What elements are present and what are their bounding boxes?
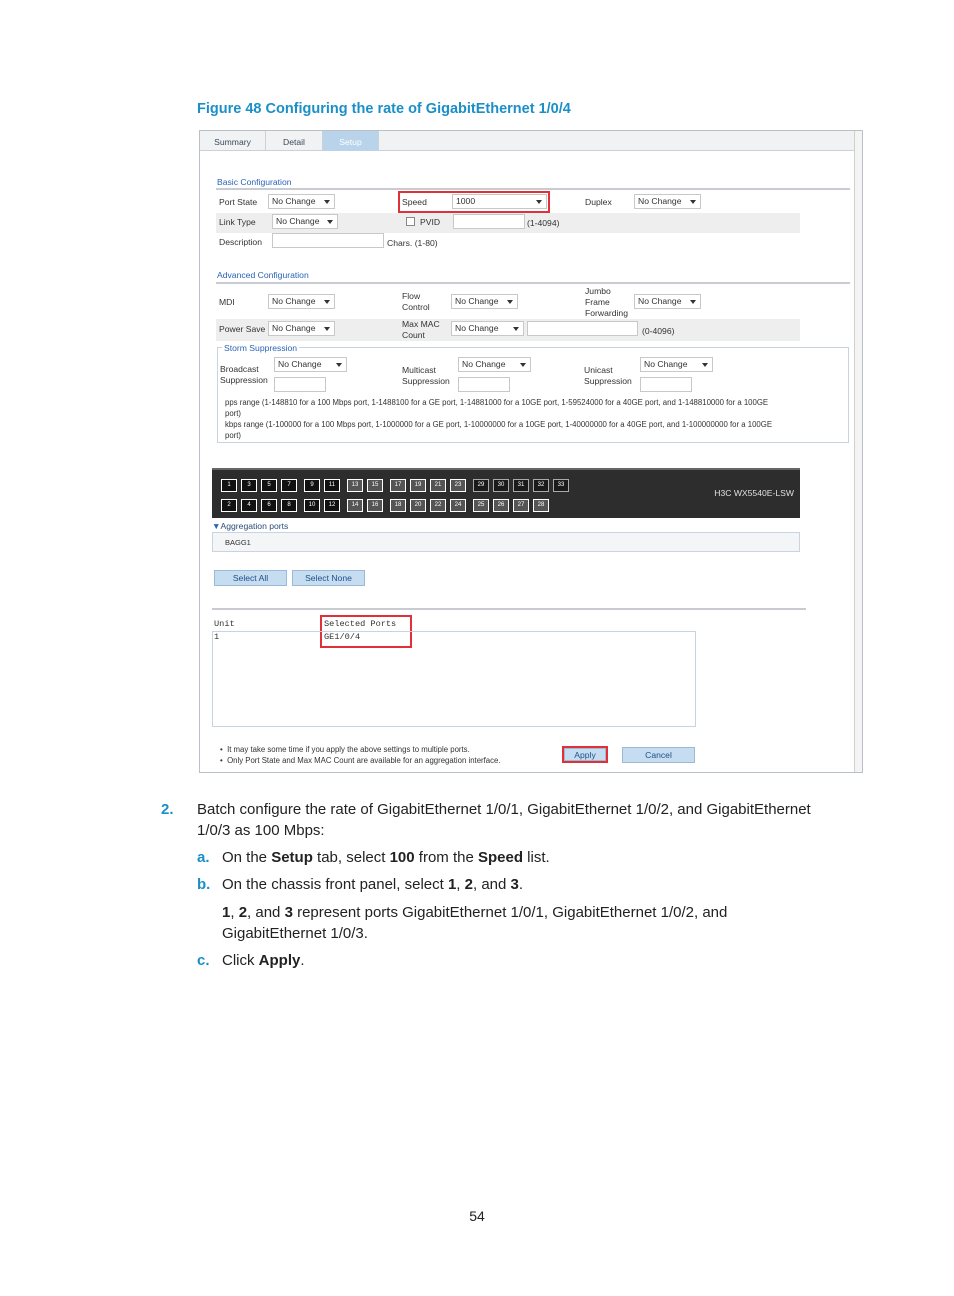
port-25[interactable]: 25: [473, 499, 489, 512]
pps-range-line-1: pps range (1-148810 for a 100 Mbps port, 1-1488100 for a GE port, 1-14881000 for a 10GE port, 1-59524000 for a 40GE port, and 1-148810000 for a 100GE: [225, 398, 769, 407]
port-21[interactable]: 21: [430, 479, 446, 492]
pps-range-line-2: port): [225, 409, 242, 418]
jumbo-label-3: Forwarding: [585, 308, 628, 318]
duplex-select[interactable]: [634, 194, 701, 209]
chevron-down-icon: [702, 363, 708, 367]
pvid-checkbox[interactable]: [406, 217, 415, 226]
aggregation-list: [212, 532, 800, 552]
unicast-select[interactable]: [640, 357, 713, 372]
chevron-down-icon: [690, 300, 696, 304]
port-17[interactable]: 17: [390, 479, 406, 492]
port-20[interactable]: 20: [410, 499, 426, 512]
port-5[interactable]: 5: [261, 479, 277, 492]
vertical-scrollbar[interactable]: [854, 131, 862, 773]
link-type-value: No Change: [276, 216, 320, 226]
port-3[interactable]: 3: [241, 479, 257, 492]
port-4[interactable]: 4: [241, 499, 257, 512]
broadcast-value: No Change: [278, 359, 322, 369]
substep-b-note-line-2: GigabitEthernet 1/0/3.: [222, 925, 368, 942]
port-12[interactable]: 12: [324, 499, 340, 512]
max-mac-label-2: Count: [402, 330, 425, 340]
page-number: 54: [469, 1208, 485, 1224]
mdi-label: MDI: [219, 297, 235, 307]
chevron-down-icon: [507, 300, 513, 304]
kbps-range-line-1: kbps range (1-100000 for a 100 Mbps port, 1-1000000 for a GE port, 1-10000000 for a 10GE port, 1-40000000 for a 40GE port, and 1-100000000 for a 100GE: [225, 420, 773, 429]
port-state-label: Port State: [219, 197, 258, 207]
chevron-down-icon: [324, 200, 330, 204]
jumbo-select[interactable]: [634, 294, 701, 309]
link-type-select[interactable]: [272, 214, 338, 229]
flow-control-label-1: Flow: [402, 291, 421, 301]
aggregation-label: Aggregation ports: [220, 521, 289, 531]
cancel-button[interactable]: Cancel: [622, 747, 695, 763]
advanced-config-heading: Advanced Configuration: [217, 270, 309, 280]
mdi-value: No Change: [272, 296, 316, 306]
port-23[interactable]: 23: [450, 479, 466, 492]
chevron-down-icon: [690, 200, 696, 204]
substep-c-text: Click Apply.: [222, 952, 305, 969]
broadcast-input[interactable]: [274, 377, 326, 392]
note-1: • It may take some time if you apply the above settings to multiple ports.: [220, 745, 470, 754]
storm-suppression-heading: Storm Suppression: [224, 343, 298, 353]
port-22[interactable]: 22: [430, 499, 446, 512]
multicast-select[interactable]: [458, 357, 531, 372]
chevron-down-icon: [324, 300, 330, 304]
chevron-down-icon: [536, 200, 542, 204]
tab-detail[interactable]: Detail: [266, 131, 323, 151]
tab-setup[interactable]: Setup: [323, 131, 379, 151]
unicast-label-2: Suppression: [584, 376, 632, 386]
note-1-text: It may take some time if you apply the above settings to multiple ports.: [227, 745, 470, 754]
kbps-range-line-2: port): [225, 431, 242, 440]
broadcast-label-1: Broadcast: [220, 364, 259, 374]
flow-control-label-2: Control: [402, 302, 430, 312]
unit-column-header: Unit: [214, 619, 235, 629]
port-18[interactable]: 18: [390, 499, 406, 512]
device-model: H3C WX5540E-LSW: [714, 488, 794, 498]
selected-ports-table: [212, 631, 696, 727]
port-28[interactable]: 28: [533, 499, 549, 512]
flow-control-value: No Change: [455, 296, 499, 306]
max-mac-label-1: Max MAC: [402, 319, 440, 329]
port-1[interactable]: 1: [221, 479, 237, 492]
substep-b-note-line-1: 1, 2, and 3 represent ports GigabitEthernet 1/0/1, GigabitEthernet 1/0/2, and: [222, 904, 728, 921]
broadcast-label-2: Suppression: [220, 375, 268, 385]
chevron-down-icon: [327, 220, 333, 224]
max-mac-input[interactable]: [527, 321, 638, 336]
speed-label: Speed: [402, 197, 427, 207]
unit-cell: 1: [214, 632, 220, 642]
link-type-label: Link Type: [219, 217, 256, 227]
multicast-label-1: Multicast: [402, 365, 436, 375]
tab-summary[interactable]: Summary: [200, 131, 266, 151]
port-16[interactable]: 16: [367, 499, 383, 512]
table-divider: [212, 608, 806, 610]
substep-a-number: a.: [197, 849, 210, 866]
port-2[interactable]: 2: [221, 499, 237, 512]
port-state-select[interactable]: [268, 194, 335, 209]
port-13[interactable]: 13: [347, 479, 363, 492]
power-save-value: No Change: [272, 323, 316, 333]
port-11[interactable]: 11: [324, 479, 340, 492]
select-none-button[interactable]: Select None: [292, 570, 365, 586]
flow-control-select[interactable]: [451, 294, 518, 309]
mdi-select[interactable]: [268, 294, 335, 309]
chevron-down-icon: [336, 363, 342, 367]
step-2-number: 2.: [161, 801, 174, 818]
port-31[interactable]: 31: [513, 479, 529, 492]
port-32[interactable]: 32: [533, 479, 549, 492]
chevron-down-icon: [513, 327, 519, 331]
substep-b-number: b.: [197, 876, 211, 893]
port-33[interactable]: 33: [553, 479, 569, 492]
port-9[interactable]: 9: [304, 479, 320, 492]
selected-ports-column-header: Selected Ports: [324, 619, 397, 629]
note-2: • Only Port State and Max MAC Count are available for an aggregation interface.: [220, 756, 501, 765]
multicast-value: No Change: [462, 359, 506, 369]
port-state-value: No Change: [272, 196, 316, 206]
unicast-input[interactable]: [640, 377, 692, 392]
triangle-down-icon: ▼: [212, 521, 221, 531]
port-10[interactable]: 10: [304, 499, 320, 512]
substep-c-number: c.: [197, 952, 210, 969]
port-26[interactable]: 26: [493, 499, 509, 512]
port-6[interactable]: 6: [261, 499, 277, 512]
substep-a-text: On the Setup tab, select 100 from the Speed list.: [222, 849, 550, 866]
port-15[interactable]: 15: [367, 479, 383, 492]
pvid-input[interactable]: [453, 214, 525, 229]
port-27[interactable]: 27: [513, 499, 529, 512]
step-2-line-2: 1/0/3 as 100 Mbps:: [197, 822, 325, 839]
duplex-label: Duplex: [585, 197, 612, 207]
basic-config-heading: Basic Configuration: [217, 177, 292, 187]
max-mac-select[interactable]: [451, 321, 524, 336]
port-19[interactable]: 19: [410, 479, 426, 492]
step-2-line-1: Batch configure the rate of GigabitEthernet 1/0/1, GigabitEthernet 1/0/2, and GigabitEthernet: [197, 801, 811, 818]
basic-divider: [216, 188, 850, 190]
multicast-label-2: Suppression: [402, 376, 450, 386]
aggregation-item-bagg1[interactable]: BAGG1: [225, 538, 251, 547]
tab-bar: [200, 131, 856, 151]
chevron-down-icon: [324, 327, 330, 331]
chassis-front-panel: [212, 468, 800, 518]
advanced-divider: [216, 282, 850, 284]
aggregation-toggle[interactable]: [212, 521, 288, 531]
jumbo-value: No Change: [638, 296, 682, 306]
pvid-range: (1-4094): [527, 218, 560, 228]
max-mac-range: (0-4096): [642, 326, 675, 336]
unicast-label-1: Unicast: [584, 365, 613, 375]
substep-b-text: On the chassis front panel, select 1, 2, and 3.: [222, 876, 524, 893]
selected-ports-cell: GE1/0/4: [324, 632, 361, 642]
port-30[interactable]: 30: [493, 479, 509, 492]
apply-button[interactable]: Apply: [564, 748, 606, 761]
jumbo-label-2: Frame: [585, 297, 610, 307]
port-row-bottom: [221, 499, 553, 514]
description-hint: Chars. (1-80): [387, 238, 438, 248]
power-save-select[interactable]: [268, 321, 335, 336]
jumbo-label-1: Jumbo: [585, 286, 611, 296]
power-save-label: Power Save: [219, 324, 266, 334]
port-8[interactable]: 8: [281, 499, 297, 512]
port-29[interactable]: 29: [473, 479, 489, 492]
duplex-value: No Change: [638, 196, 682, 206]
select-all-button[interactable]: Select All: [214, 570, 287, 586]
description-label: Description: [219, 237, 262, 247]
speed-value: 1000: [456, 196, 476, 206]
port-row-top: [221, 479, 573, 494]
note-2-text: Only Port State and Max MAC Count are available for an aggregation interface.: [227, 756, 501, 765]
chevron-down-icon: [520, 363, 526, 367]
setup-screenshot: [199, 130, 863, 773]
port-24[interactable]: 24: [450, 499, 466, 512]
unicast-value: No Change: [644, 359, 688, 369]
port-14[interactable]: 14: [347, 499, 363, 512]
max-mac-value: No Change: [455, 323, 499, 333]
speed-select[interactable]: [452, 194, 547, 209]
figure-title: Figure 48 Configuring the rate of GigabitEthernet 1/0/4: [197, 101, 571, 117]
pvid-label: PVID: [420, 217, 441, 227]
multicast-input[interactable]: [458, 377, 510, 392]
description-input[interactable]: [272, 233, 384, 248]
broadcast-select[interactable]: [274, 357, 347, 372]
port-7[interactable]: 7: [281, 479, 297, 492]
